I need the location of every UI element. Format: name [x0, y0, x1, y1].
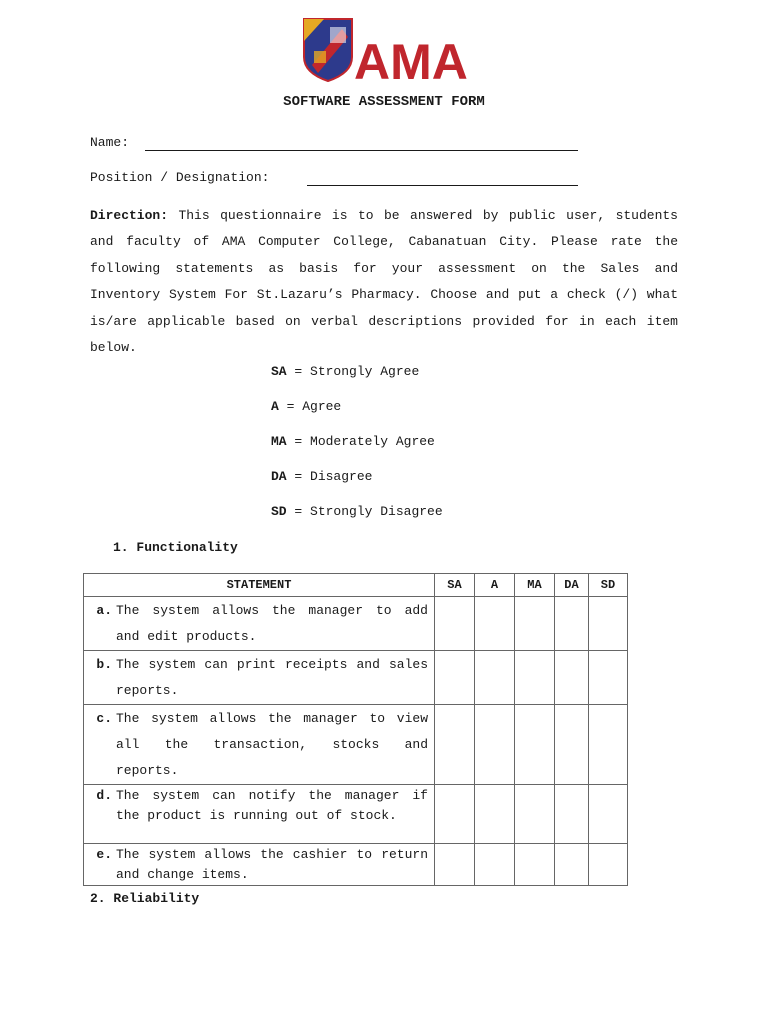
statement-text: The system allows the cashier to return and change items. [116, 847, 428, 882]
rating-cell[interactable] [555, 705, 589, 785]
header-a: A [475, 574, 515, 597]
rating-cell[interactable] [475, 651, 515, 705]
table-header-row [84, 574, 628, 597]
position-label: Position / Designation: [90, 170, 270, 185]
statement-text: The system can notify the manager if the product is running out of stock. [116, 788, 428, 823]
logo-text: AMA [354, 34, 468, 83]
table-row: d. The system can notify the manager if the product is running out of stock. [84, 785, 628, 844]
rating-cell[interactable] [435, 705, 475, 785]
rating-cell[interactable] [515, 651, 555, 705]
rating-cell[interactable] [555, 651, 589, 705]
rating-cell[interactable] [475, 705, 515, 785]
form-title: SOFTWARE ASSESSMENT FORM [283, 94, 485, 110]
section-heading: 2. Reliability [90, 891, 200, 906]
header-sd: SD [589, 574, 628, 597]
statement-text: The system allows the manager to view all the transaction, stocks and reports. [116, 711, 428, 778]
ama-logo [302, 17, 468, 83]
rating-cell[interactable] [555, 597, 589, 651]
statement-text: The system allows the manager to add and edit products. [116, 603, 428, 644]
rating-cell[interactable] [435, 844, 475, 886]
position-field[interactable] [307, 184, 578, 186]
rating-cell[interactable] [589, 705, 628, 785]
table-row: e. The system allows the cashier to return and change items. [84, 844, 628, 886]
rating-cell[interactable] [515, 597, 555, 651]
rating-cell[interactable] [475, 844, 515, 886]
name-label: Name: [90, 135, 130, 150]
name-field[interactable] [145, 149, 578, 151]
rating-cell[interactable] [515, 705, 555, 785]
rating-cell[interactable] [475, 597, 515, 651]
section-heading: 1. Functionality [113, 540, 238, 555]
header-sa: SA [435, 574, 475, 597]
rating-cell[interactable] [515, 785, 555, 844]
table-row: b. The system can print receipts and sales reports. [84, 651, 628, 705]
scale-item: DA = Disagree [271, 469, 373, 484]
scale-item: SA = Strongly Agree [271, 364, 420, 379]
statement-text: The system can print receipts and sales reports. [116, 657, 428, 698]
rating-cell[interactable] [435, 597, 475, 651]
header-da: DA [555, 574, 589, 597]
scale-item: SD = Strongly Disagree [271, 504, 443, 519]
assessment-table [83, 573, 628, 886]
rating-cell[interactable] [435, 785, 475, 844]
direction-paragraph [90, 203, 678, 361]
shield-icon [304, 19, 352, 81]
rating-cell[interactable] [589, 844, 628, 886]
rating-cell[interactable] [555, 785, 589, 844]
direction-label: Direction: [90, 208, 169, 223]
table-row: a. The system allows the manager to add and edit products. [84, 597, 628, 651]
scale-item: A = Agree [271, 399, 342, 414]
table-row: c. The system allows the manager to view all the transaction, stocks and reports. [84, 705, 628, 785]
rating-cell[interactable] [475, 785, 515, 844]
header-ma: MA [515, 574, 555, 597]
scale-item: MA = Moderately Agree [271, 434, 435, 449]
header-statement: STATEMENT [84, 574, 435, 597]
rating-cell[interactable] [515, 844, 555, 886]
rating-cell[interactable] [589, 597, 628, 651]
rating-cell[interactable] [589, 785, 628, 844]
direction-text: This questionnaire is to be answered by public user, students and faculty of AMA Computer College, Cabanatuan City. Please rate the following statements as basis for your assessment on the Sales and Inventory System For St.Lazaru’s Pharmacy. Choose and put a check (/) what is/are applicable based on verbal descriptions provided for in each item below. [90, 208, 678, 356]
rating-cell[interactable] [435, 651, 475, 705]
rating-cell[interactable] [555, 844, 589, 886]
rating-cell[interactable] [589, 651, 628, 705]
